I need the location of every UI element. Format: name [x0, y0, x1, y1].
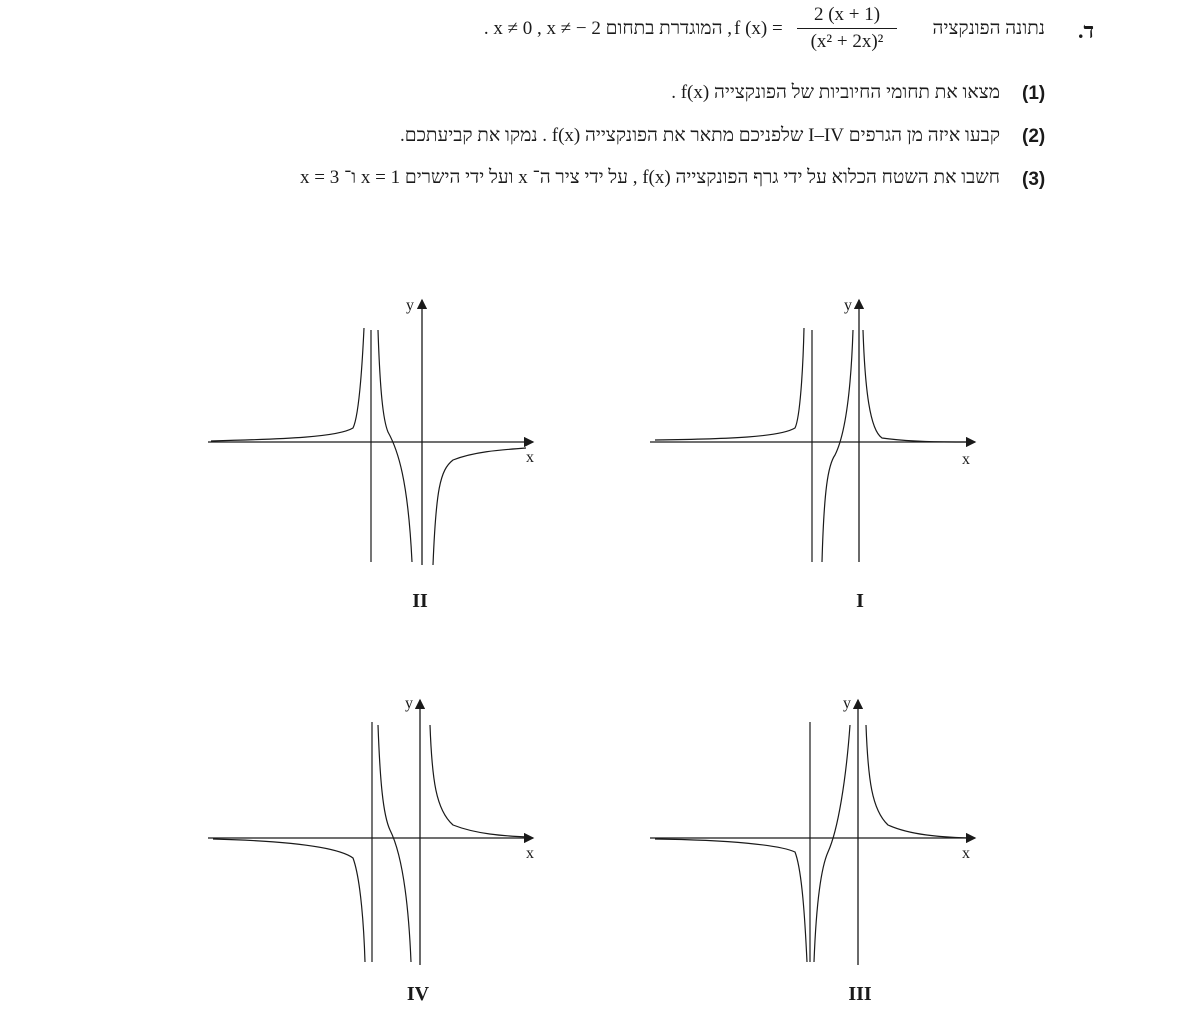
- x-axis-label: x: [526, 449, 534, 466]
- fraction-numerator: 2 (x + 1): [797, 4, 897, 29]
- question-letter: ד.: [1078, 18, 1095, 43]
- x-axis-label: x: [526, 845, 534, 862]
- graph-IV-label: IV: [406, 983, 430, 1005]
- part-2-text: קבעו איזה מן הגרפים I–IV שלפניכם מתאר את הפונקצייה f(x) . נמקו את קביעתכם.: [400, 125, 1000, 146]
- curve-middle-branch: [814, 725, 850, 962]
- graph-II-label: II: [412, 590, 428, 612]
- graph-IV-plot: [208, 690, 538, 980]
- graph-I: [650, 290, 980, 580]
- x-axis-label: x: [962, 451, 970, 468]
- curve-left-branch: [211, 328, 364, 441]
- function-lhs: f (x) =: [734, 18, 783, 39]
- y-axis-label: y: [843, 695, 851, 712]
- part-3-number: (3): [1022, 169, 1046, 190]
- part-3-text: חשבו את השטח הכלוא על ידי גרף הפונקצייה f(x) , על ידי ציר ה־ x ועל ידי הישרים x = 1 ו־ x = 3: [300, 167, 1000, 188]
- curve-right-branch: [430, 725, 528, 837]
- graph-IV: [208, 690, 538, 980]
- graph-III-plot: [650, 690, 980, 980]
- question-domain-text: , המוגדרת בתחום x ≠ 0 , x ≠ − 2 .: [483, 18, 732, 39]
- curve-left-branch: [655, 839, 807, 962]
- question-stem-text: נתונה הפונקציה: [932, 18, 1045, 39]
- fraction-denominator: (x² + 2x)²: [810, 31, 884, 52]
- function-fraction: [797, 4, 897, 53]
- graph-III: [650, 690, 980, 980]
- graph-II: [208, 290, 538, 580]
- graph-I-label: I: [856, 590, 864, 612]
- graph-I-plot: [650, 290, 980, 580]
- x-axis-label: x: [962, 845, 970, 862]
- y-axis-label: y: [844, 297, 852, 314]
- part-1-text: מצאו את תחומי החיוביות של הפונקצייה f(x) .: [671, 82, 1000, 103]
- y-axis-label: y: [405, 695, 413, 712]
- graph-II-plot: [208, 290, 538, 580]
- curve-left-branch: [655, 328, 804, 440]
- y-axis-label: y: [406, 297, 414, 314]
- part-2-number: (2): [1022, 126, 1046, 147]
- curve-left-branch: [213, 839, 365, 962]
- part-1-number: (1): [1022, 83, 1046, 104]
- graph-III-label: III: [848, 983, 872, 1005]
- curve-middle-branch: [378, 330, 412, 562]
- curve-right-branch: [433, 448, 526, 565]
- curve-middle-branch: [378, 725, 411, 962]
- curve-right-branch: [863, 330, 970, 442]
- curve-right-branch: [866, 725, 968, 838]
- curve-middle-branch: [822, 330, 853, 562]
